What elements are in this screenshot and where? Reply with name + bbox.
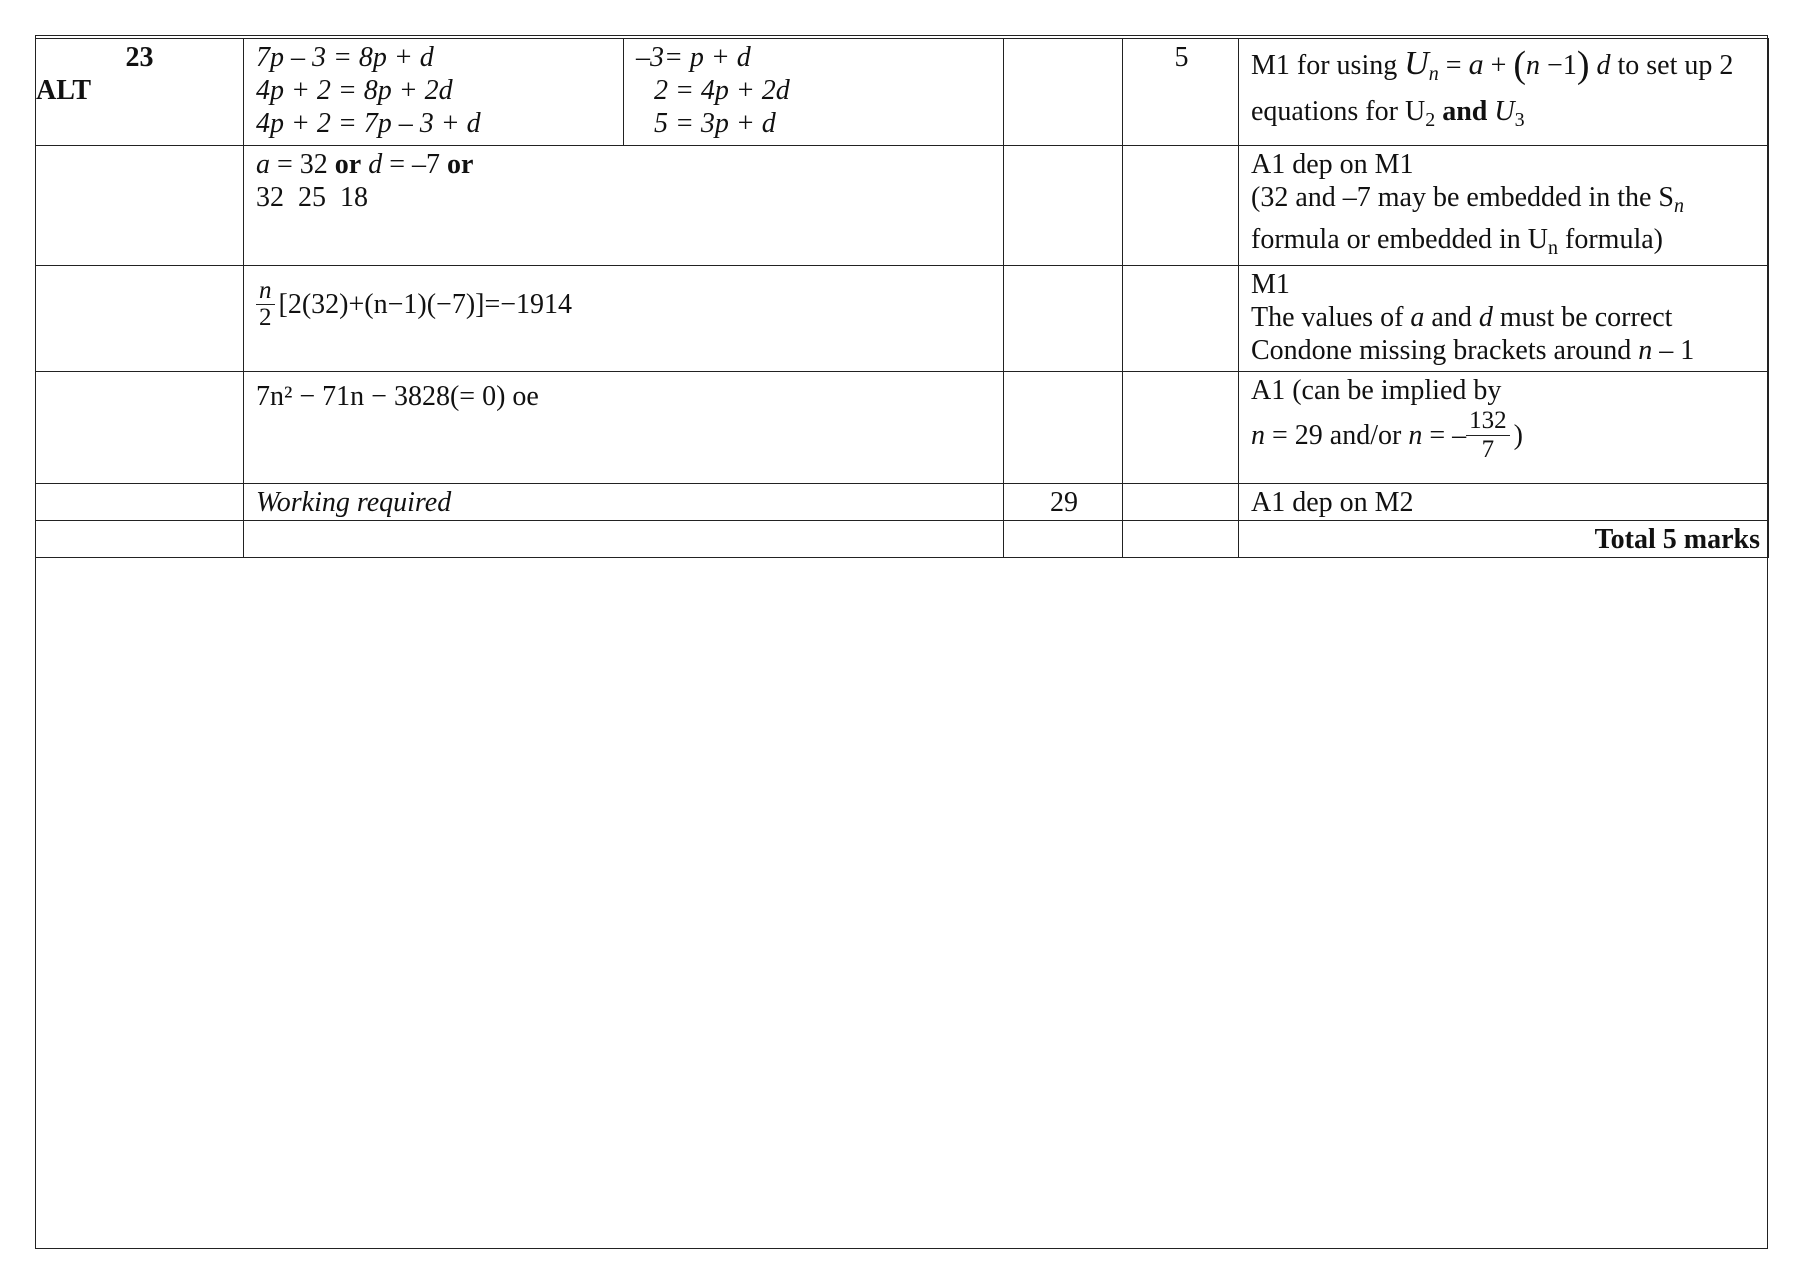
- working-var: a: [256, 149, 270, 180]
- notes-text: = –: [1422, 420, 1467, 451]
- notes-text: to set up 2: [1617, 50, 1734, 81]
- working-line: 4p + 2 = 7p – 3 + d: [256, 108, 481, 139]
- notes-cell: [1239, 266, 1769, 372]
- answer-cell: [1004, 146, 1123, 266]
- notes-text: ): [1513, 420, 1523, 451]
- working-line: 2 = 4p + 2d: [654, 75, 790, 106]
- fraction-numerator: 132: [1466, 407, 1510, 436]
- notes-text: M1 for using: [1251, 50, 1398, 81]
- notes-var: n: [1638, 335, 1653, 366]
- notes-var: d: [1478, 302, 1493, 333]
- table-row: [36, 146, 1769, 266]
- fraction-denominator: 7: [1481, 436, 1495, 463]
- notes-cell: [1239, 484, 1769, 521]
- fraction: [1466, 407, 1510, 464]
- notes-text: formula): [1558, 224, 1663, 255]
- notes-text: (32 and –7 may be embedded in the S: [1251, 182, 1675, 213]
- working-cell-b: [624, 39, 1004, 146]
- marks-cell: [1123, 521, 1239, 558]
- working-text: = 32: [270, 149, 335, 180]
- notes-line: M1: [1251, 269, 1290, 300]
- working-cell: [244, 146, 1004, 266]
- notes-text: and: [1442, 96, 1488, 127]
- question-number-cell: [36, 484, 244, 521]
- answer-cell: [1004, 484, 1123, 521]
- table-row: [36, 484, 1769, 521]
- working-line: 7p – 3 = 8p + d: [256, 42, 434, 73]
- working-cell: [244, 521, 1004, 558]
- question-number-cell: [36, 521, 244, 558]
- marks-cell: [1123, 484, 1239, 521]
- marks-value: 5: [1174, 42, 1189, 73]
- table-row: [36, 39, 1769, 146]
- working-text: or: [334, 149, 362, 180]
- notes-text: – 1: [1652, 335, 1695, 366]
- formula-body: [2(32)+(n−1)(−7)]=−1914: [278, 289, 573, 320]
- answer-cell: [1004, 521, 1123, 558]
- question-number-cell: [36, 372, 244, 484]
- fraction-numerator: n: [256, 278, 275, 305]
- mark-scheme-table: [35, 38, 1769, 558]
- working-cell-a: [244, 39, 624, 146]
- answer-cell: [1004, 39, 1123, 146]
- question-number-cell: [36, 146, 244, 266]
- answer-cell: [1004, 266, 1123, 372]
- notes-var: a: [1410, 302, 1425, 333]
- working-required-text: Working required: [256, 487, 452, 518]
- working-line: –3= p + d: [636, 42, 751, 73]
- working-cell: [244, 266, 1004, 372]
- notes-cell: A1 dep on M1 (32 and –7 may be embedded in the $S_n$ formula or embedded in $U_n$ formula): [1239, 146, 1769, 266]
- marks-cell: [1123, 372, 1239, 484]
- notes-line: A1 (can be implied by: [1251, 375, 1502, 406]
- quadratic-formula: 7n² − 71n − 3828(= 0) oe: [256, 381, 539, 412]
- notes-line: A1 dep on M2: [1251, 487, 1414, 518]
- notes-text: Condone missing brackets around: [1251, 335, 1639, 366]
- table-row: [36, 372, 1769, 484]
- notes-var: n: [1408, 420, 1423, 451]
- notes-text: equations for U: [1251, 96, 1426, 127]
- working-cell: [244, 372, 1004, 484]
- working-text: = –7: [382, 149, 448, 180]
- answer-cell: [1004, 372, 1123, 484]
- notes-cell: [1239, 372, 1769, 484]
- marks-cell: [1123, 266, 1239, 372]
- working-line: 4p + 2 = 8p + 2d: [256, 75, 453, 106]
- working-cell: [244, 484, 1004, 521]
- notes-text: must be correct: [1492, 302, 1673, 333]
- question-number-cell: [36, 266, 244, 372]
- table-row: [36, 266, 1769, 372]
- notes-text: U: [1494, 96, 1515, 127]
- notes-line: A1 dep on M1: [1251, 149, 1414, 180]
- notes-text: = 29 and/or: [1265, 420, 1409, 451]
- total-marks: Total 5 marks: [1594, 524, 1760, 555]
- working-text: or: [447, 149, 474, 180]
- working-line: 5 = 3p + d: [654, 108, 776, 139]
- notes-text: and: [1424, 302, 1479, 333]
- question-number: 23: [125, 42, 154, 73]
- notes-text: formula or embedded in U: [1251, 224, 1549, 255]
- table-row: [36, 521, 1769, 558]
- notes-formula: $U_n = a + (n -1)$ d: [1404, 44, 1611, 86]
- answer-value: 29: [1050, 487, 1078, 518]
- working-var: d: [361, 149, 383, 180]
- notes-var: n: [1251, 420, 1265, 451]
- fraction: [256, 278, 275, 331]
- total-cell: [1239, 521, 1769, 558]
- marks-cell: [1123, 146, 1239, 266]
- fraction-denominator: 2: [259, 304, 272, 331]
- sum-formula: [256, 268, 572, 331]
- notes-cell: M1 for using $U_n = a + (n -1)$ d to set up 2 equations for $U_2$ and $U_3$: [1239, 39, 1769, 146]
- working-line: 32 25 18: [256, 182, 368, 213]
- marks-cell: [1123, 39, 1239, 146]
- question-number-cell: [36, 39, 244, 146]
- question-label: ALT: [36, 75, 92, 106]
- notes-text: The values of: [1251, 302, 1411, 333]
